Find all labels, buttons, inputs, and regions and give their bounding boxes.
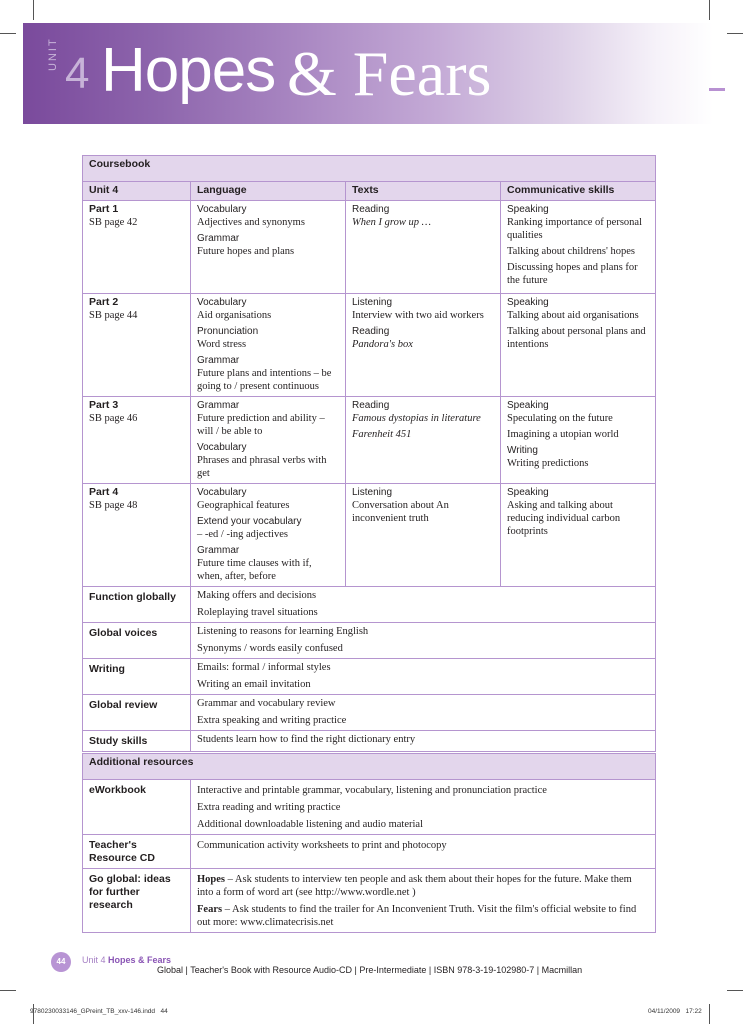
content-line: Synonyms / words easily confused [197, 643, 343, 654]
page-title-hopes: Hopes [101, 36, 276, 105]
skills-block [507, 203, 649, 287]
block-line: Geographical features [197, 500, 290, 511]
research-idea [197, 903, 649, 929]
resource-row [83, 835, 656, 869]
part-cell [83, 484, 191, 587]
language-block [197, 296, 339, 322]
language-cell [191, 484, 346, 587]
crop-mark [709, 0, 710, 20]
unit-label: UNIT [47, 37, 59, 71]
coursebook-table [82, 155, 656, 752]
block-line: Word stress [197, 339, 247, 350]
block-heading: Speaking [507, 204, 549, 215]
block-line: Talking about personal plans and intentions [507, 326, 646, 350]
texts-cell [346, 294, 501, 397]
row-label: Function globally [83, 587, 191, 623]
block-heading: Reading [352, 326, 390, 337]
block-heading: Vocabulary [197, 297, 247, 308]
block-heading: Pronunciation [197, 326, 259, 337]
block-line: Pandora's box [352, 339, 413, 350]
part-row [83, 201, 656, 294]
part-page: SB page 46 [89, 413, 138, 424]
content-line: Grammar and vocabulary review [197, 698, 336, 709]
crop-mark [0, 990, 16, 991]
block-line: Future time clauses with if, when, after, before [197, 558, 312, 582]
part-page: SB page 48 [89, 500, 138, 511]
unit-number: 4 [65, 49, 90, 98]
language-cell [191, 397, 346, 484]
block-heading: Listening [352, 487, 393, 498]
resources-section-header [83, 754, 656, 780]
block-line: Future plans and intentions – be going to / present continuous [197, 368, 332, 392]
block-line: When I grow up … [352, 217, 431, 228]
block-line: Speculating on the future [507, 413, 613, 424]
extra-row [83, 587, 656, 623]
texts-block [352, 399, 494, 441]
block-heading: Speaking [507, 297, 549, 308]
row-label: Writing [83, 659, 191, 695]
part-page: SB page 44 [89, 310, 138, 321]
texts-block [352, 203, 494, 229]
crop-mark [709, 1004, 710, 1024]
texts-cell [346, 484, 501, 587]
block-heading: Speaking [507, 487, 549, 498]
block-heading: Vocabulary [197, 204, 247, 215]
page-number-badge: 44 [51, 952, 71, 972]
resource-row [83, 869, 656, 933]
block-heading: Grammar [197, 355, 240, 366]
content-line: Extra speaking and writing practice [197, 715, 347, 726]
part-name: Part 1 [89, 203, 119, 215]
block-heading: Vocabulary [197, 442, 247, 453]
resource-label: eWorkbook [83, 780, 191, 835]
language-block [197, 399, 339, 438]
language-block [197, 486, 339, 512]
coursebook-section-header [83, 156, 656, 182]
resource-content [191, 835, 656, 869]
part-page: SB page 42 [89, 217, 138, 228]
resource-row [83, 780, 656, 835]
block-line: Conversation about An inconvenient truth [352, 500, 449, 524]
row-label: Study skills [83, 731, 191, 752]
part-cell [83, 397, 191, 484]
part-cell [83, 201, 191, 294]
block-heading: Grammar [197, 545, 240, 556]
extra-row [83, 659, 656, 695]
crop-mark [727, 990, 743, 991]
content-line: Communication activity worksheets to print and photocopy [197, 840, 447, 851]
block-heading: Reading [352, 204, 390, 215]
block-line: Phrases and phrasal verbs with get [197, 455, 327, 479]
column-header: Unit 4 [83, 182, 191, 201]
block-heading: Writing [507, 445, 538, 456]
language-block [197, 544, 339, 583]
content-line: Writing an email invitation [197, 679, 311, 690]
additional-resources-table [82, 753, 656, 933]
parts-body [83, 201, 656, 587]
skills-cell [501, 397, 656, 484]
block-heading: Grammar [197, 400, 240, 411]
block-line: Aid organisations [197, 310, 272, 321]
row-label: Global voices [83, 623, 191, 659]
skills-block [507, 296, 649, 351]
block-line: Adjectives and synonyms [197, 217, 305, 228]
block-line: Imagining a utopian world [507, 429, 619, 440]
resources-body [83, 780, 656, 933]
skills-block [507, 486, 649, 538]
resource-label: Go global: ideas for further research [83, 869, 191, 933]
content-line: Interactive and printable grammar, vocabulary, listening and pronunciation practice [197, 785, 547, 796]
row-label: Global review [83, 695, 191, 731]
language-block [197, 515, 339, 541]
section-title: Additional resources [83, 754, 656, 780]
footer-unit-title: Hopes & Fears [108, 955, 172, 965]
extra-row [83, 623, 656, 659]
block-line: – -ed / -ing adjectives [197, 529, 288, 540]
column-header: Language [191, 182, 346, 201]
column-header: Communicative skills [501, 182, 656, 201]
block-line: Discussing hopes and plans for the future [507, 262, 638, 286]
block-line: Ranking importance of personal qualities [507, 217, 643, 241]
part-name: Part 2 [89, 296, 119, 308]
block-heading: Grammar [197, 233, 240, 244]
edge-tab-mark [709, 88, 725, 91]
idea-text: – Ask students to interview ten people and ask them about their hopes for the future. Make them into a form of word art (see http://www.wordle.net ) [197, 874, 632, 898]
language-block [197, 441, 339, 480]
row-content [191, 731, 656, 752]
content-line: Listening to reasons for learning English [197, 626, 369, 637]
texts-cell [346, 201, 501, 294]
skills-block [507, 399, 649, 441]
resource-label: Teacher's Resource CD [83, 835, 191, 869]
part-name: Part 3 [89, 399, 119, 411]
content-line: Making offers and decisions [197, 590, 317, 601]
block-line: Talking about aid organisations [507, 310, 639, 321]
block-heading: Extend your vocabulary [197, 516, 302, 527]
content-line: Students learn how to find the right dictionary entry [197, 734, 416, 745]
texts-cell [346, 397, 501, 484]
resource-content [191, 780, 656, 835]
block-line: Interview with two aid workers [352, 310, 484, 321]
row-content [191, 659, 656, 695]
skills-cell [501, 484, 656, 587]
row-content [191, 587, 656, 623]
idea-lead: Hopes [197, 874, 226, 885]
row-content [191, 695, 656, 731]
block-line: Future prediction and ability – will / be able to [197, 413, 325, 437]
block-line: Famous dystopias in literature [352, 413, 481, 424]
column-header-row [83, 182, 656, 201]
block-heading: Reading [352, 400, 390, 411]
language-cell [191, 294, 346, 397]
idea-lead: Fears [197, 904, 223, 915]
page-title-fears: & Fears [287, 38, 492, 109]
block-line: Writing predictions [507, 458, 589, 469]
block-heading: Speaking [507, 400, 549, 411]
language-block [197, 354, 339, 393]
skills-cell [501, 294, 656, 397]
footer-unit-prefix: Unit 4 [82, 955, 109, 965]
part-name: Part 4 [89, 486, 119, 498]
language-block [197, 203, 339, 229]
idea-text: – Ask students to find the trailer for An Inconvenient Truth. Visit the film's official website to find out more: www.climatecrisis.net [197, 904, 637, 928]
texts-block [352, 296, 494, 322]
extra-rows-body [83, 587, 656, 752]
texts-block [352, 325, 494, 351]
crop-mark [727, 33, 743, 34]
language-block [197, 232, 339, 258]
print-slug-file: 9780230033146_GPreint_TB_xxv-146.indd 44 [30, 1008, 168, 1015]
print-slug-date: 04/11/2009 17:22 [648, 1008, 702, 1015]
content-line: Extra reading and writing practice [197, 802, 341, 813]
part-row [83, 484, 656, 587]
column-header: Texts [346, 182, 501, 201]
block-heading: Listening [352, 297, 393, 308]
skills-block [507, 444, 649, 470]
part-row [83, 397, 656, 484]
part-cell [83, 294, 191, 397]
block-line: Farenheit 451 [352, 429, 412, 440]
texts-block [352, 486, 494, 525]
research-idea [197, 873, 649, 899]
crop-mark [33, 0, 34, 20]
block-line: Asking and talking about reducing individual carbon footprints [507, 500, 621, 537]
block-line: Future hopes and plans [197, 246, 295, 257]
part-row [83, 294, 656, 397]
skills-cell [501, 201, 656, 294]
section-title: Coursebook [83, 156, 656, 182]
unit-banner [23, 23, 713, 124]
resource-content [191, 869, 656, 933]
language-block [197, 325, 339, 351]
block-line: Talking about childrens' hopes [507, 246, 636, 257]
footer-book-info: Global | Teacher's Book with Resource Audio-CD | Pre-Intermediate | ISBN 978-3-19-102980-7 | Macmillan [157, 965, 583, 975]
crop-mark [0, 33, 16, 34]
extra-row [83, 695, 656, 731]
content-line: Additional downloadable listening and audio material [197, 819, 423, 830]
extra-row [83, 731, 656, 752]
language-cell [191, 201, 346, 294]
row-content [191, 623, 656, 659]
footer-unit-label [82, 955, 171, 965]
block-heading: Vocabulary [197, 487, 247, 498]
content-line: Emails: formal / informal styles [197, 662, 331, 673]
content-line: Roleplaying travel situations [197, 607, 318, 618]
